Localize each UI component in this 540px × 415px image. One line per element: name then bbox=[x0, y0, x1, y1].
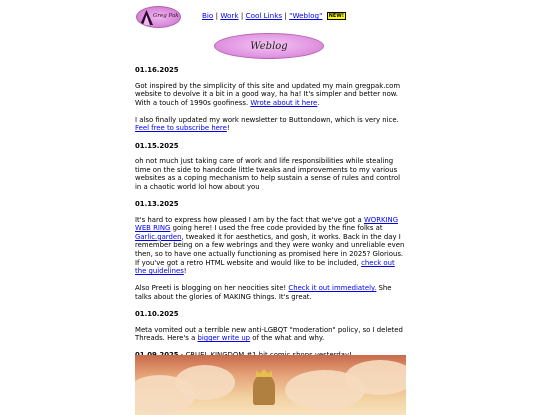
post-date: 01.15.2025 bbox=[135, 141, 179, 150]
logo-text: Greg Pak bbox=[153, 13, 179, 19]
post-date: 01.13.2025 bbox=[135, 200, 179, 209]
post-date: 01.16.2025 bbox=[135, 66, 179, 74]
check-it-out-link[interactable]: Check it out immediately. bbox=[288, 284, 377, 293]
guidelines-link[interactable]: check out the guidelines bbox=[135, 258, 395, 276]
post-paragraph: It's hard to express how pleased I am by the fact that we've got a WORKING WEB RING going here! I used the free code provided by the fine folks at Garlic.garden, tweaked it for aesthetics, and gosh, it works. Back in the day I remember being on a few webrings and they were wonky and unreliable even then, so to have one actually functioning as promised here in 2025? Glorious. If you've got a retro HTML website and would like to be included, check out the guidelines! bbox=[135, 215, 405, 276]
weblog-content bbox=[135, 66, 408, 368]
logo-mark-icon bbox=[140, 10, 153, 25]
page-title-pill bbox=[214, 33, 324, 59]
post-paragraph: Meta vomited out a terrible new anti-LGBQT "moderation" policy, so I deleted Threads. Here's a bigger write up of the what and why. bbox=[135, 325, 403, 343]
site-header bbox=[136, 6, 408, 28]
comic-figure bbox=[253, 375, 275, 405]
web-ring-link[interactable]: WORKING WEB RING bbox=[135, 215, 399, 233]
new-badge: NEW! bbox=[328, 13, 345, 19]
post-paragraph: oh not much just taking care of work and life responsibilities while stealing time on the side to handcode little tweaks and improvements to my various websites as a coping mechanism to help sustain a sense of rules and control in a chaotic world lol how about you bbox=[135, 157, 400, 191]
nav-link-bio[interactable]: Bio bbox=[202, 11, 214, 20]
bigger-write-up-link[interactable]: bigger write up bbox=[197, 334, 251, 343]
post-paragraph: Got inspired by the simplicity of this site and updated my main gregpak.com website to devolve it a bit in a good way, ha ha! It's simpler and better now. With a touch of 1990s goofiness. Wrote about it here. bbox=[135, 81, 401, 107]
nav-link-cool-links[interactable]: Cool Links bbox=[245, 11, 283, 20]
nav-link-weblog[interactable]: "Weblog" bbox=[289, 11, 323, 20]
page-title: Weblog bbox=[250, 41, 288, 52]
post-date: 01.10.2025 bbox=[135, 309, 179, 318]
nav-link-work[interactable]: Work bbox=[220, 11, 239, 20]
garlic-garden-link[interactable]: Garlic.garden bbox=[135, 232, 182, 241]
top-nav: Bio | Work | Cool Links | "Weblog" NEW! bbox=[202, 11, 345, 20]
site-logo[interactable] bbox=[136, 6, 181, 28]
subscribe-link[interactable]: Feel free to subscribe here bbox=[135, 124, 227, 133]
comic-cover-image bbox=[135, 355, 406, 415]
wrote-about-it-link[interactable]: Wrote about it here bbox=[250, 98, 318, 107]
post-paragraph: I also finally updated my work newsletter to Buttondown, which is very nice. Feel free to subscribe here! bbox=[135, 115, 399, 133]
post-paragraph: Also Preeti is blogging on her neocities site! Check it out immediately. She talks about the glories of MAKING things. It's great. bbox=[135, 284, 392, 301]
crown-icon bbox=[256, 369, 272, 377]
